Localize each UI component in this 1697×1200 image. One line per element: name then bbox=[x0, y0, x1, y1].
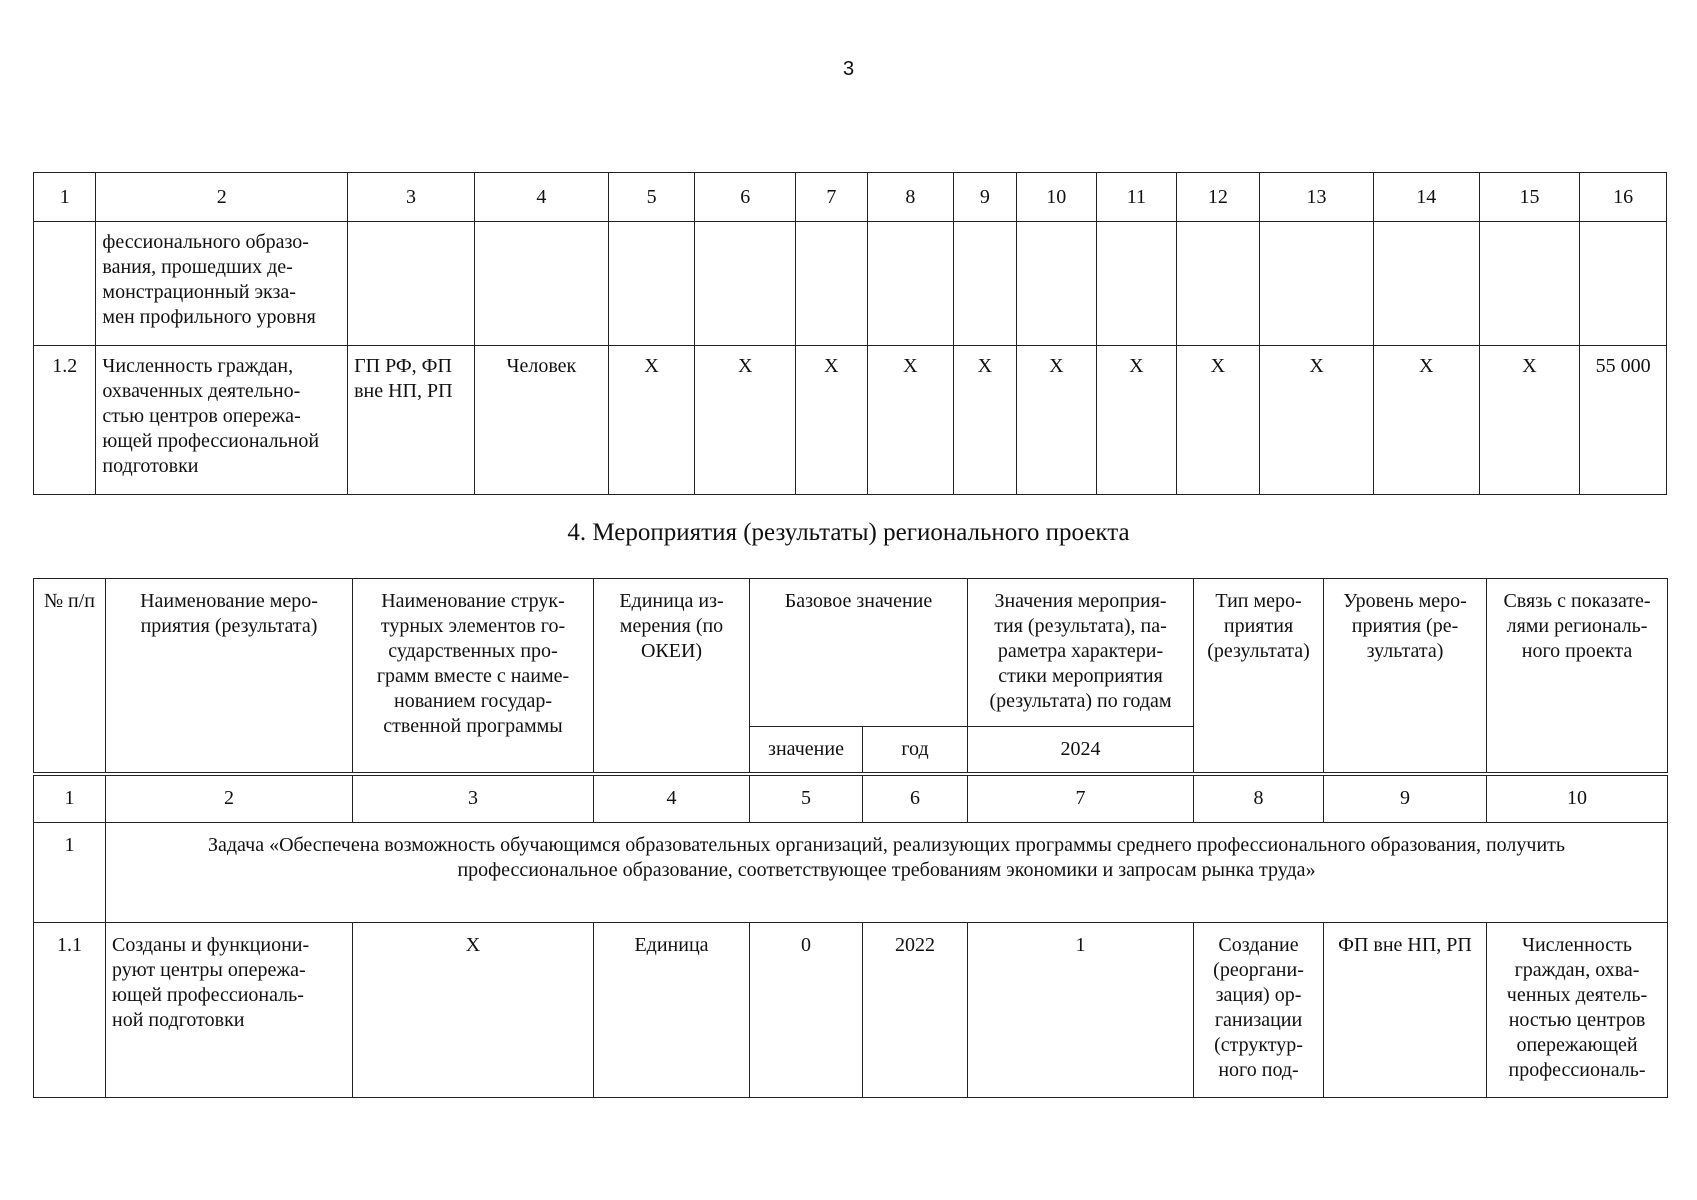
header-row bbox=[34, 579, 1668, 727]
col-num: 4 bbox=[594, 774, 750, 823]
indicators-table bbox=[33, 172, 1667, 495]
col-num: 7 bbox=[968, 774, 1194, 823]
mark-x: X bbox=[867, 346, 954, 495]
col-num: 8 bbox=[1194, 774, 1324, 823]
mark-x: X bbox=[1479, 346, 1580, 495]
header-num: № п/п bbox=[34, 579, 106, 774]
mark-x: X bbox=[608, 346, 695, 495]
col-num: 8 bbox=[867, 173, 954, 222]
activity-type: Создание (реоргани- зация) ор- ганизации (структур- ного под- bbox=[1194, 922, 1324, 1097]
indicator-name: Численность граждан, охваченных деятельно- стью центров опережа- ющей профессиональной подготовки bbox=[96, 346, 348, 495]
indicator-name-continuation: фессионального образо- вания, прошедших де- монстрационный экза- мен профильного уровня bbox=[96, 222, 348, 346]
page-number: 3 bbox=[842, 58, 855, 80]
value-2024: 1 bbox=[968, 922, 1194, 1097]
header-name: Наименование меро- приятия (результата) bbox=[106, 579, 353, 774]
unit: Человек bbox=[474, 346, 608, 495]
mark-x: X bbox=[1097, 346, 1177, 495]
subheader-value: значение bbox=[750, 727, 863, 774]
col-num: 6 bbox=[695, 173, 796, 222]
mark-x: X bbox=[695, 346, 796, 495]
column-number-row bbox=[34, 173, 1667, 222]
header-unit: Единица из- мерения (по ОКЕИ) bbox=[594, 579, 750, 774]
col-num: 14 bbox=[1373, 173, 1479, 222]
col-num: 16 bbox=[1580, 173, 1667, 222]
row-number: 1.2 bbox=[34, 346, 96, 495]
row-number: 1.1 bbox=[34, 922, 106, 1097]
mark-x: X bbox=[1016, 346, 1097, 495]
col-num: 4 bbox=[474, 173, 608, 222]
indicator-link: Численность граждан, охва- ченных деятель- ностью центров опережающей профессиональ- bbox=[1487, 922, 1668, 1097]
col-num: 11 bbox=[1097, 173, 1177, 222]
header-level: Уровень меро- приятия (ре- зультата) bbox=[1324, 579, 1487, 774]
col-num: 1 bbox=[34, 774, 106, 823]
col-num: 10 bbox=[1487, 774, 1668, 823]
table-row bbox=[34, 346, 1667, 495]
header-base-value: Базовое значение bbox=[750, 579, 968, 727]
col-num: 10 bbox=[1016, 173, 1097, 222]
col-num: 1 bbox=[34, 173, 96, 222]
base-value: 0 bbox=[750, 922, 863, 1097]
col-num: 6 bbox=[863, 774, 968, 823]
col-num: 5 bbox=[608, 173, 695, 222]
mark-x: X bbox=[796, 346, 867, 495]
mark-x: X bbox=[1373, 346, 1479, 495]
section-title: 4. Мероприятия (результаты) регионального проекта bbox=[567, 519, 1130, 546]
activity-name: Созданы и функциони- руют центры опережа- ющей профессиональ- ной подготовки bbox=[106, 922, 353, 1097]
mark-x: X bbox=[1176, 346, 1260, 495]
col-num: 9 bbox=[954, 173, 1016, 222]
mark-x: X bbox=[954, 346, 1016, 495]
header-type: Тип меро- приятия (результата) bbox=[1194, 579, 1324, 774]
col-num: 9 bbox=[1324, 774, 1487, 823]
header-structural-elements: Наименование струк- турных элементов го- сударственных про- грамм вместе с наиме- нованием государ- ственной программы bbox=[353, 579, 594, 774]
activities-table bbox=[33, 578, 1668, 1098]
col-num: 15 bbox=[1479, 173, 1580, 222]
col-num: 3 bbox=[353, 774, 594, 823]
subheader-year: год bbox=[863, 727, 968, 774]
header-values-by-year: Значения мероприя- тия (результата), па- раметра характери- стики мероприятия (результата) по годам bbox=[968, 579, 1194, 727]
task-number: 1 bbox=[34, 822, 106, 922]
col-num: 7 bbox=[796, 173, 867, 222]
subheader-2024: 2024 bbox=[968, 727, 1194, 774]
structural-element: X bbox=[353, 922, 594, 1097]
activity-level: ФП вне НП, РП bbox=[1324, 922, 1487, 1097]
header-link: Связь с показате- лями региональ- ного проекта bbox=[1487, 579, 1668, 774]
column-number-row bbox=[34, 774, 1668, 823]
table-row bbox=[34, 922, 1668, 1097]
target-value: 55 000 bbox=[1580, 346, 1667, 495]
col-num: 3 bbox=[348, 173, 475, 222]
col-num: 2 bbox=[106, 774, 353, 823]
base-year: 2022 bbox=[863, 922, 968, 1097]
program-level: ГП РФ, ФП вне НП, РП bbox=[348, 346, 475, 495]
continuation-row bbox=[34, 222, 1667, 346]
col-num: 12 bbox=[1176, 173, 1260, 222]
unit: Единица bbox=[594, 922, 750, 1097]
col-num: 13 bbox=[1260, 173, 1374, 222]
col-num: 5 bbox=[750, 774, 863, 823]
task-text: Задача «Обеспечена возможность обучающимся образовательных организаций, реализующих программы среднего профессионального образования, получить профессиональное образование, соответствующее требованиям экономики и запросам рынка труда» bbox=[106, 822, 1668, 922]
task-row bbox=[34, 822, 1668, 922]
mark-x: X bbox=[1260, 346, 1374, 495]
col-num: 2 bbox=[96, 173, 348, 222]
